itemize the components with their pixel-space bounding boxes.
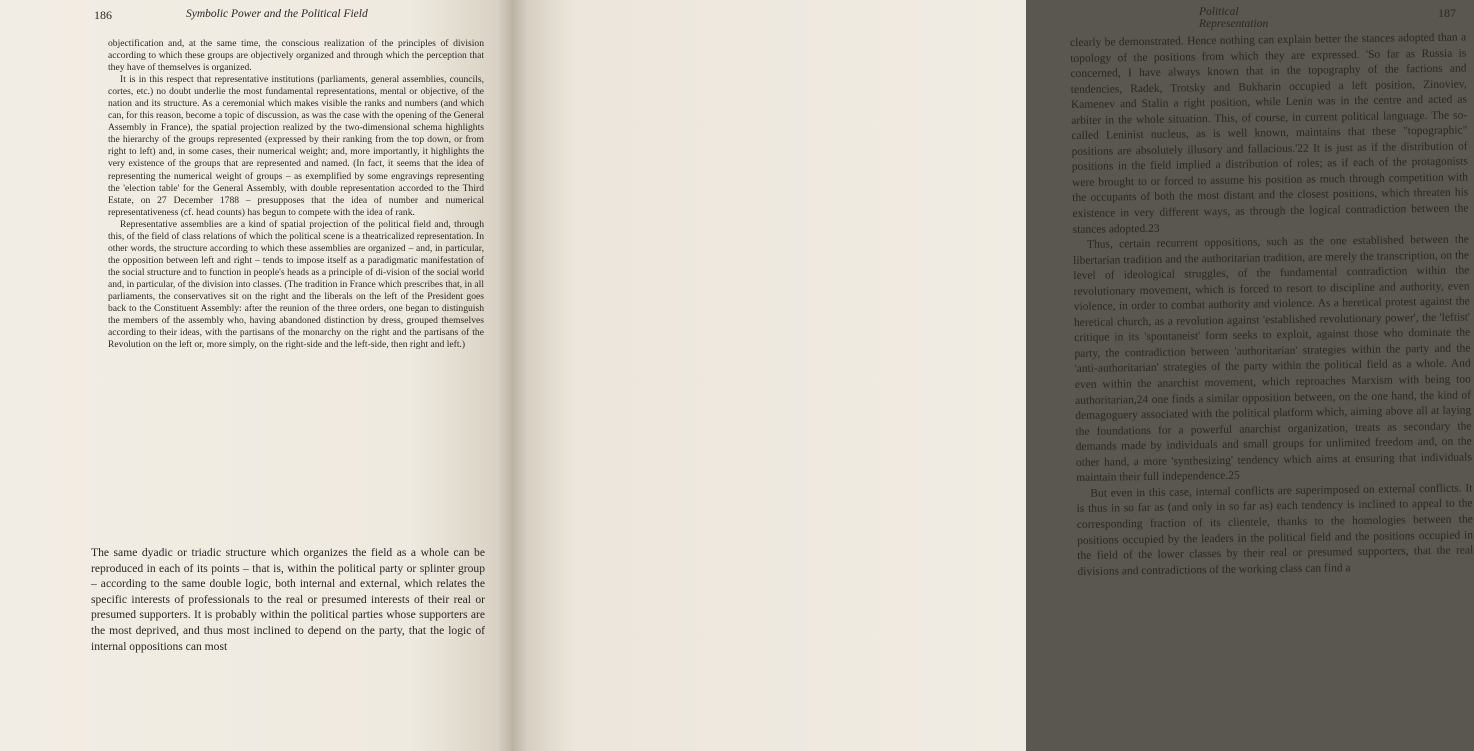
- body-paragraph: But even in this case, internal conflicts are superimposed on external conflicts. It is thus in so far as (and only in so far as) each tendency is inclined to appeal to the corresponding fraction of its clientele, thanks to the homologies between the positions occupied by the leaders in the political field and the positions occupied in the field of the lower classes by their real or presumed supporters, that the real divisions and contradictions of the working class can find a: [1076, 482, 1474, 578]
- quote-paragraph: objectification and, at the same time, the conscious realization of the principles of division according to which these groups are objectively organized and through which the perception that they have of themselves is organized.: [108, 38, 484, 74]
- page-number-right: 187: [1438, 6, 1456, 20]
- body-text-right: [1070, 30, 1474, 580]
- body-text-left: [91, 545, 485, 654]
- running-head-right: Political Representation: [1199, 6, 1269, 30]
- left-page: [0, 0, 512, 751]
- quote-paragraph: Representative assemblies are a kind of spatial projection of the political field and, through this, of the field of class relations of which the political scene is a theatricalized representation. In other words, the structure according to which these assemblies are organized – and, in particular, the opposition between left and right – tends to impose itself as a paradigmatic manifestation of the social structure and to function in people's heads as a principle of di-vision of the social world and, in particular, of the division into classes. (The tradition in France which prescribes that, in all parliaments, the conservatives sit on the right and the liberals on the left of the President goes back to the Constituent Assembly: after the reunion of the three orders, one began to distinguish the members of the assembly who, having abandoned distinction by dress, grouped themselves according to their ideas, with the partisans of the monarchy on the right and the partisans of the Revolution on the left or, more simply, on the right-side and the left-side, then right and left.): [108, 218, 484, 351]
- quote-paragraph: It is in this respect that representative institutions (parliaments, general assemblies, councils, cortes, etc.) no doubt underlie the most fundamental representations, mental or objective, of the nation and its structure. As a ceremonial which makes visible the ranks and numbers (and which can, for this reason, become a topic of discussion, as was the case with the opening of the General Assembly in France), the spatial projection realized by the two-dimensional schema highlights the hierarchy of the groups represented (expressed by their ranking from the top down, or from right to left) and, in some cases, their numerical weight; and, more importantly, it highlights the very existence of the groups that are represented and named. (In fact, it seems that the idea of representing the numerical weight of groups – as exemplified by some engravings representing the 'election table' for the General Assembly, with double representation accorded to the Third Estate, on 27 December 1788 – presupposes that the idea of number and numerical representativeness (cf. head counts) has begun to compete with the idea of rank.: [108, 74, 484, 218]
- body-paragraph: clearly be demonstrated. Hence nothing can explain better the stances adopted than a topology of the positions from which they are expressed. 'So far as Russia is concerned, I have always known that in the topography of the factions and tendencies, Radek, Trotsky and Bukharin occupied a left position, Zinoviev, Kamenev and Stalin a right position, while Lenin was in the centre and acted as arbiter in the whole situation. This, of course, in current political language. The so-called Leninist nucleus, as is well known, maintains that these "topographic" positions are absolutely illusory and fallacious.'22 It is just as if the distribution of positions in the field implied a distribution of roles; as if each of the protagonists were brought to or forced to assume his position as much through competition with the occupants of both the most distant and the closest positions, which threaten his existence in very different ways, as through the logical contradiction between the stances adopted.23: [1070, 31, 1469, 236]
- body-paragraph: The same dyadic or triadic structure which organizes the field as a whole can be reproduced in each of its points – that is, within the political party or splinter group – according to the same double logic, both internal and external, which relates the specific interests of professionals to the real or presumed interests of their real or presumed supporters. It is probably within the political parties whose supporters are the most deprived, and thus most inclined to depend on the party, that the logic of internal oppositions can most: [91, 546, 485, 653]
- quotation-block: [108, 38, 484, 351]
- page-number-left: 186: [94, 8, 112, 22]
- running-head-left: Symbolic Power and the Political Field: [186, 8, 368, 20]
- body-paragraph: Thus, certain recurrent oppositions, such as the one established between the libertarian tradition and the authoritarian tradition, are merely the transcription, on the level of ideological struggles, of the fundamental contradiction within the revolutionary movement, which is forced to resort to discipline and authority, even violence, in order to combat authority and violence. As a heretical protest against the heretical church, as a revolution against 'established revolutionary power', the 'leftist' critique in its 'spontaneist' form seeks to exploit, against those who dominate the party, the contradiction between 'authoritarian' strategies within the party and the 'anti-authoritarian' strategies of the party within the political field as a whole. And even within the anarchist movement, which reproaches Marxism with being too authoritarian,24 one finds a similar opposition between, on the one hand, the kind of demagoguery associated with the political platform which, aiming above all at laying the foundations for a powerful anarchist organization, treats as secondary the demands made by individuals and small groups for unlimited freedom and, on the other hand, a more 'synthesizing' tendency which aims at ensuring that individuals maintain their full independence.25: [1073, 233, 1473, 485]
- right-page: [512, 0, 1474, 751]
